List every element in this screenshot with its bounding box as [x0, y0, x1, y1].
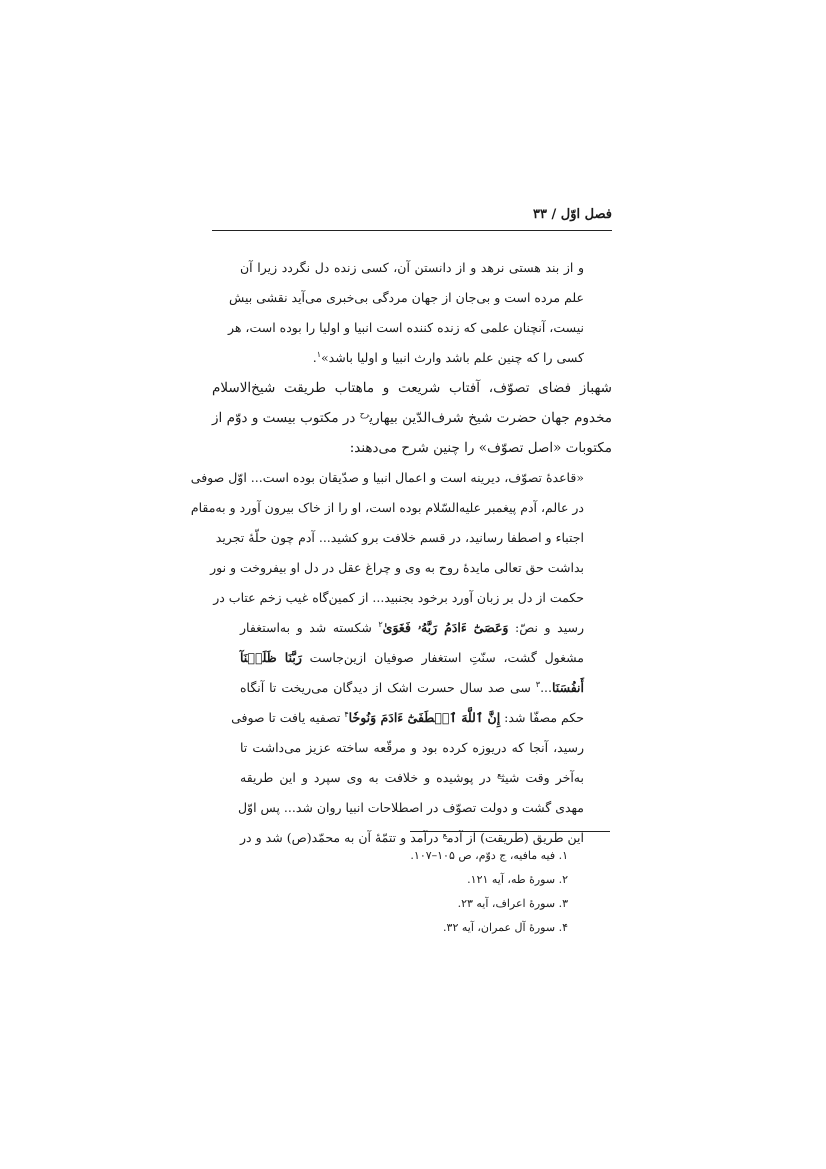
text-fragment: مشغول گشت، سنّتِ استغفار صوفیان ازین‌جاست: [301, 650, 584, 665]
text-fragment: مخدوم جهان حضرت شیخ شرف‌الدّین بیهاری: [369, 410, 613, 426]
footnote: ۴. سورهٔ آل عمران، آیه ۳۲.: [443, 921, 568, 934]
paragraph: [212, 373, 612, 463]
footnote-ref: ۲: [378, 619, 383, 629]
footnote-rule: [410, 831, 610, 832]
footnote-ref: ۱: [316, 349, 322, 359]
footnote-ref: ۳: [535, 679, 541, 689]
text-fragment: رسید و نصّ:: [508, 620, 584, 635]
footnote: ۳. سورهٔ اعراف، آیه ۲۳.: [457, 897, 568, 910]
text-line: کسی را که چنین علم باشد وارث انبیا و اولیا باشد»$^۱$.: [312, 349, 584, 365]
quote-block-2: [190, 463, 585, 853]
text-line: اجتباء و اصطفا رسانید، در قسم خلافت برو کشید... آدم چون حلّهٔ تجرید: [215, 530, 584, 545]
quran-verse: رَبَّنَا ظَلَمۡنَآ: [240, 650, 302, 665]
text-line: [231, 703, 584, 733]
text-fragment: این طریق (طریقت) از آدم: [446, 830, 585, 845]
honorific-mark: ع: [442, 829, 447, 839]
text-line: حکمت از دل بر زبان آورد برخود بجنبید... از کمین‌گاه غیب زخم عتاب در: [213, 590, 584, 605]
text-line: و از بند هستی نرهد و از دانستن آن، کسی زنده دل نگردد زیرا آن: [240, 260, 584, 275]
text-fragment: در مکتوب بیست و دوّم از: [212, 410, 360, 426]
text-line: مکتوبات «اصل تصوّف» را چنین شرح می‌دهند:: [349, 440, 612, 456]
text-fragment: شکسته شد و به‌استغفار: [240, 620, 379, 635]
text-fragment: در پوشیده و خلافت به وی سپرد و این طریقه: [240, 770, 498, 785]
text-line: در عالم، آدم پیغمبر علیه‌السّلام بوده است، او را از خاک بیرون آورد و به‌مقام: [190, 500, 584, 515]
text-fragment: تصفیه یافت تا صوفی: [231, 710, 345, 725]
text-fragment: ...: [540, 680, 552, 695]
text-line: شهباز فضای تصوّف، آفتاب شریعت و ماهتاب طریقت شیخ‌الاسلام: [212, 380, 612, 396]
main-text: [190, 253, 613, 853]
text-line: مهدی گشت و دولت تصوّف در اصطلاحات انبیا روان شد... پس اوّل: [237, 800, 584, 815]
footnote: ۱. فیه مافیه، ج دوّم، ص ۱۰۵–۱۰۷.: [410, 849, 568, 862]
footnote-ref: ۴: [344, 709, 349, 719]
text-fragment: حکم مصفّا شد:: [500, 710, 584, 725]
text-line: بداشت حق تعالی مایدهٔ روح به وی و چراغ عقل در دل او بیفروخت و نور: [210, 560, 584, 575]
text-fragment: به‌آخر وقت شیث: [501, 770, 584, 785]
quran-verse: وَعَصَىٰٓ ءَادَمُ رَبَّهُۥ فَغَوَىٰ: [382, 620, 509, 635]
text-line: رسید، آنجا که دریوزه کرده بود و مرقّعه ساخته عزیز می‌داشت تا: [240, 740, 584, 755]
text-fragment: درآمد و تتمّهٔ آن به محمّد(ص) شد و در: [240, 830, 443, 845]
footnote: ۲. سورهٔ طه، آیه ۱۲۱.: [467, 873, 568, 886]
text-line: [240, 643, 584, 673]
text-line: [212, 403, 612, 433]
text-line: [240, 613, 584, 643]
honorific-mark: رح: [359, 409, 370, 419]
header-rule: [212, 230, 612, 231]
text-line: [240, 673, 584, 703]
text-fragment: سی صد سال حسرت اشک از دیدگان می‌ریخت تا آنگاه: [240, 680, 536, 695]
text-line: نیست، آنچنان علمی که زنده کننده است انبیا و اولیا را بوده است، هر: [227, 320, 584, 335]
honorific-mark: ع: [497, 769, 502, 779]
text-line: «قاعدهٔ تصوّف، دیرینه است و اعمال انبیا و صدّیقان بوده است... اوّل صوفی: [190, 470, 584, 485]
running-head: فصل اوّل / ۳۳: [533, 207, 612, 222]
quran-verse: أَنفُسَنَا: [551, 680, 584, 695]
text-line: [240, 763, 584, 793]
text-fragment: کسی را که چنین علم باشد وارث انبیا و اولیا باشد»: [321, 350, 584, 365]
footnotes: [212, 844, 568, 940]
quran-verse: إِنَّ ٱللَّهَ ٱصۡطَفَىٰٓ ءَادَمَ وَنُوحٗا: [348, 710, 501, 725]
quote-block-1: [227, 253, 584, 373]
text-line: علم مرده است و بی‌جان از جهان مردگی بی‌خبری می‌آید نقشی بیش: [229, 290, 584, 305]
